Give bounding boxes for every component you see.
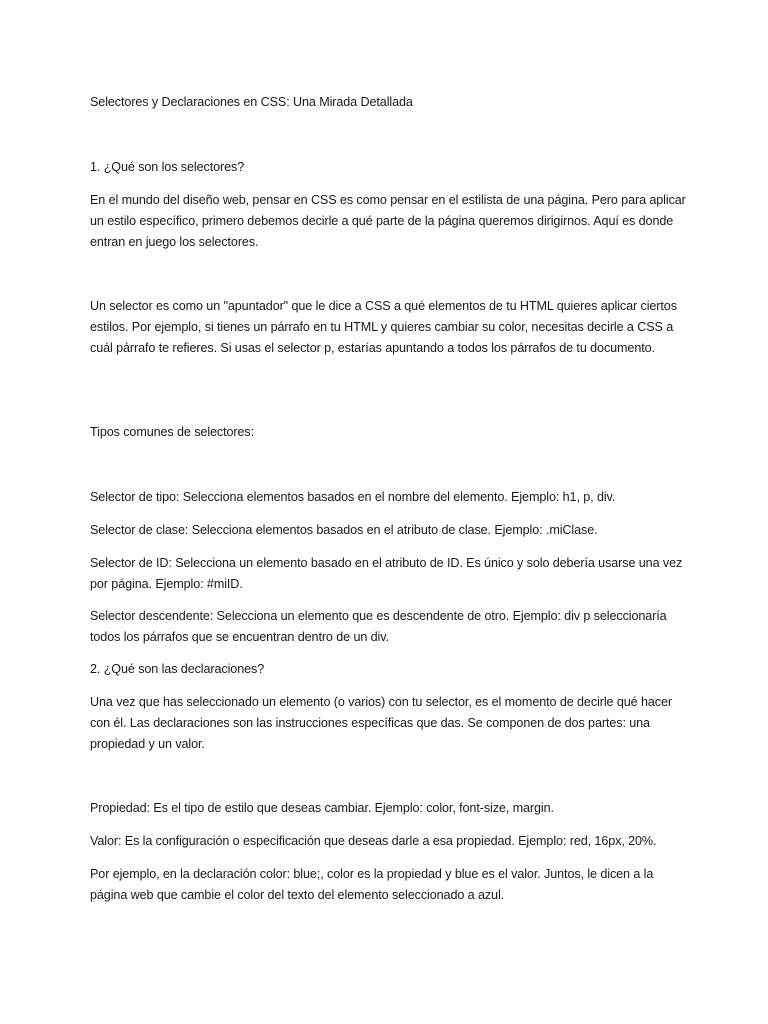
section-1-explanation-paragraph: Un selector es como un "apuntador" que le dice a CSS a qué elementos de tu HTML quieres aplicar ciertos estilos. Por ejemplo, si tienes un párrafo en tu HTML y quieres cambiar su color, necesitas decirle a CSS a cuál párrafo te refieres. Si usas el selector p, estarías apuntando a todos los párrafos de tu documento. <box>90 299 677 355</box>
selector-type-item-3: Selector de ID: Selecciona un elemento basado en el atributo de ID. Es único y solo debería usarse una vez por página. Ejemplo: #miID. <box>90 556 683 591</box>
selector-types-heading: Tipos comunes de selectores: <box>90 425 255 439</box>
selector-type-item-4: Selector descendente: Selecciona un elemento que es descendente de otro. Ejemplo: div p seleccionaría todos los párrafos que se encuentran dentro de un div. <box>90 609 667 644</box>
declaration-example-paragraph: Por ejemplo, en la declaración color: blue;, color es la propiedad y blue es el valor. Juntos, le dicen a la página web que cambie el color del texto del elemento seleccionado a azul. <box>90 867 654 902</box>
selector-type-item-2: Selector de clase: Selecciona elementos basados en el atributo de clase. Ejemplo: .miClase. <box>90 523 598 537</box>
section-1-heading: 1. ¿Qué son los selectores? <box>90 160 245 174</box>
declaration-part-property: Propiedad: Es el tipo de estilo que deseas cambiar. Ejemplo: color, font-size, margin. <box>90 801 554 815</box>
document-title: Selectores y Declaraciones en CSS: Una Mirada Detallada <box>90 95 413 109</box>
declaration-part-value: Valor: Es la configuración o especificación que deseas darle a esa propiedad. Ejemplo: red, 16px, 20%. <box>90 834 657 848</box>
section-2-intro-paragraph: Una vez que has seleccionado un elemento (o varios) con tu selector, es el momento de decirle qué hacer con él. Las declaraciones son las instrucciones específicas que das. Se componen de dos partes: una propiedad y un valor. <box>90 695 672 751</box>
section-2-heading: 2. ¿Qué son las declaraciones? <box>90 662 265 676</box>
section-1-intro-paragraph: En el mundo del diseño web, pensar en CSS es como pensar en el estilista de una página. Pero para aplicar un estilo específico, primero debemos decirle a qué parte de la página queremos dirigirnos. Aquí es donde entran en juego los selectores. <box>90 193 686 249</box>
selector-type-item-1: Selector de tipo: Selecciona elementos basados en el nombre del elemento. Ejemplo: h1, p, div. <box>90 490 616 504</box>
